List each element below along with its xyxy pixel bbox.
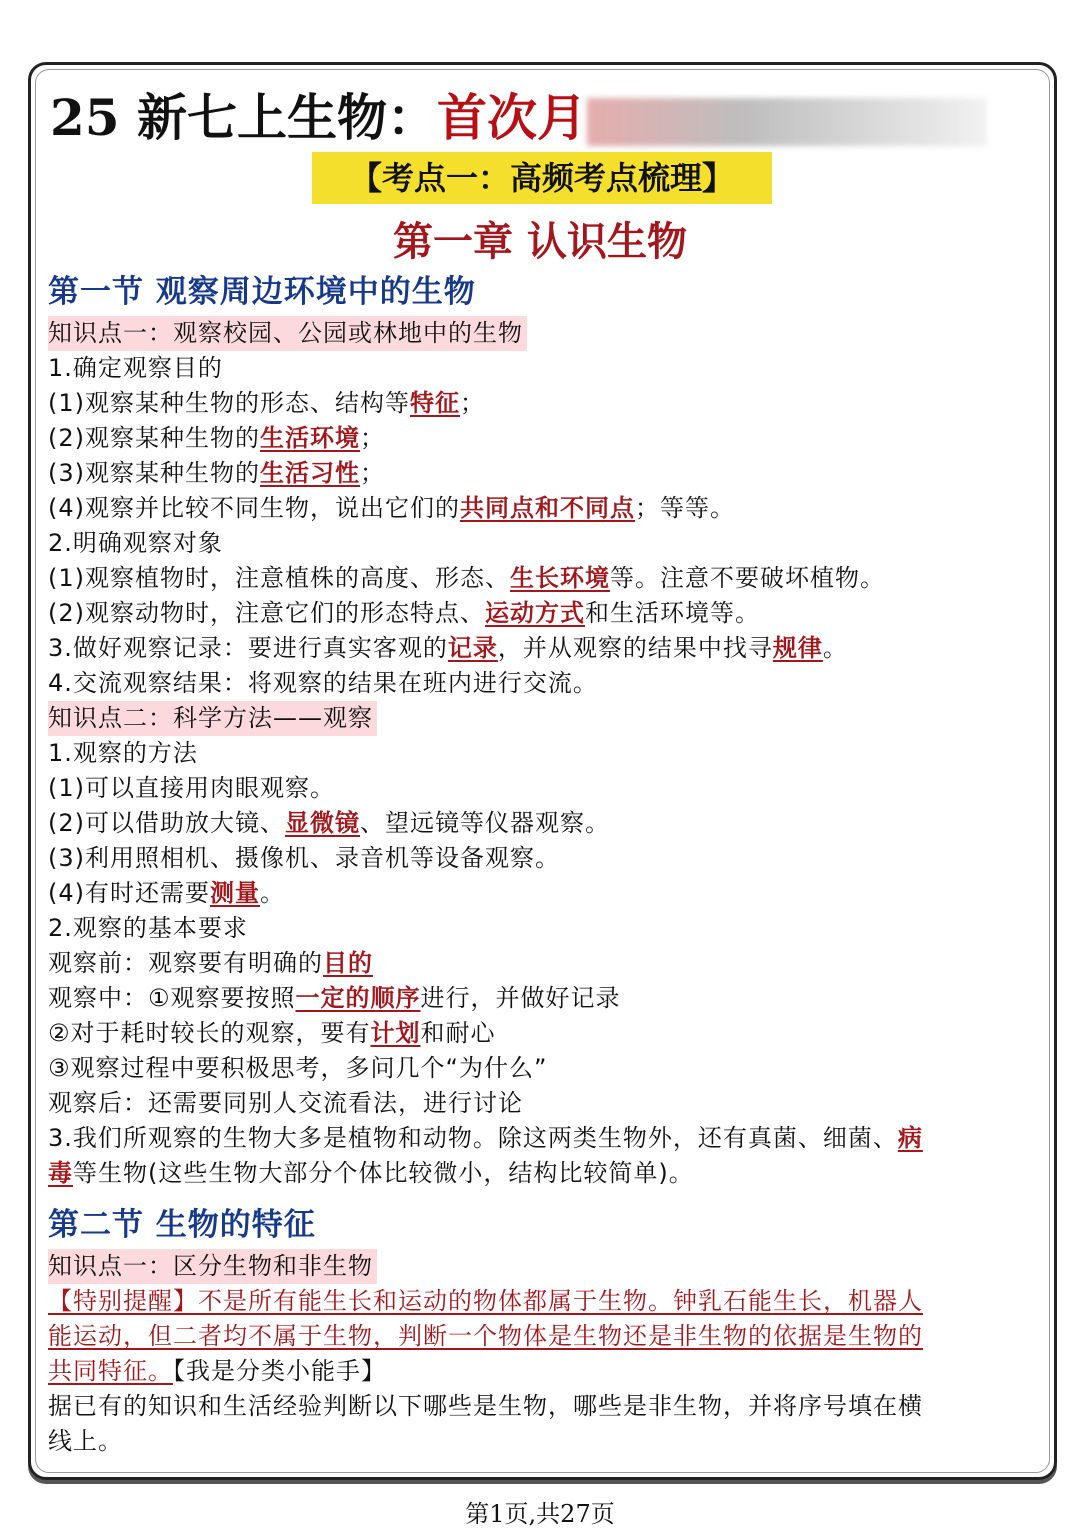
- key-term: 生活环境: [260, 424, 360, 452]
- text-segment: 4.交流观察结果：将观察的结果在班内进行交流。: [48, 669, 598, 697]
- text-segment: 观察中：①观察要按照: [48, 984, 296, 1012]
- text-line: [48, 1016, 1038, 1051]
- text-segment: ；: [360, 459, 385, 487]
- reminder-text: 【特别提醒】不是所有能生长和运动的物体都属于生物。钟乳石能生长，机器人: [48, 1287, 923, 1315]
- key-term: 目的: [323, 949, 373, 977]
- text-line: [48, 1086, 1038, 1121]
- text-line: [48, 1121, 1038, 1156]
- key-term: 规律: [772, 634, 823, 662]
- text-line: [48, 316, 1038, 351]
- text-line: [48, 701, 1038, 736]
- document-title: [50, 78, 987, 150]
- section-heading: 第二节 生物的特征: [48, 1207, 316, 1243]
- text-segment: 1.观察的方法: [48, 739, 198, 767]
- text-segment: 3.我们所观察的生物大多是植物和动物。除这两类生物外，还有真菌、细菌、: [48, 1124, 898, 1152]
- text-segment: (4)观察并比较不同生物，说出它们的: [48, 494, 460, 522]
- key-term: 生活习性: [260, 459, 360, 487]
- text-segment: 据已有的知识和生活经验判断以下哪些是生物，哪些是非生物，并将序号填在横: [48, 1392, 923, 1420]
- text-line: [48, 1424, 1038, 1459]
- key-term: 运动方式: [485, 599, 585, 627]
- key-term: 记录: [447, 634, 498, 662]
- text-segment: (3)利用照相机、摄像机、录音机等设备观察。: [48, 844, 560, 872]
- text-line: [48, 771, 1038, 806]
- title-red: 首次月: [437, 88, 587, 147]
- content-body: [48, 268, 1038, 1459]
- text-line: [48, 666, 1038, 701]
- text-line: [48, 946, 1038, 981]
- key-term: 共同点和不同点: [460, 494, 635, 522]
- text-line: [48, 351, 1038, 386]
- text-line: [48, 561, 1038, 596]
- text-segment: ③观察过程中要积极思考，多问几个“为什么”: [48, 1054, 548, 1082]
- text-segment: (1)观察某种生物的形态、结构等: [48, 389, 410, 417]
- text-segment: (1)观察植物时，注意植株的高度、形态、: [48, 564, 510, 592]
- text-segment: (2)观察动物时，注意它们的形态特点、: [48, 599, 485, 627]
- text-line: [48, 911, 1038, 946]
- text-line: [48, 1389, 1038, 1424]
- text-segment: ②对于耗时较长的观察，要有: [48, 1019, 371, 1047]
- key-term: 生长环境: [510, 564, 610, 592]
- key-term: 计划: [370, 1019, 421, 1047]
- key-term: 病: [897, 1124, 923, 1152]
- text-line: [48, 631, 1038, 666]
- text-line: [48, 456, 1038, 491]
- text-segment: (2)可以借助放大镜、: [48, 809, 285, 837]
- page-number: 第1页,共27页: [465, 1500, 615, 1528]
- text-line: [48, 491, 1038, 526]
- text-segment: (1)可以直接用肉眼观察。: [48, 774, 335, 802]
- text-segment: 2.明确观察对象: [48, 529, 223, 557]
- blurred-title-region: [587, 98, 987, 146]
- text-segment: 、望远镜等仪器观察。: [360, 809, 610, 837]
- text-segment: 观察后：还需要同别人交流看法，进行讨论: [48, 1089, 523, 1117]
- text-line: [48, 841, 1038, 876]
- banner-heading: 【考点一：高频考点梳理】: [312, 152, 772, 204]
- text-line: [48, 1156, 1038, 1191]
- key-term: 一定的顺序: [295, 984, 421, 1012]
- title-black: 25 新七上生物：: [50, 88, 437, 147]
- text-segment: 和生活环境等。: [585, 599, 760, 627]
- text-line: [48, 596, 1038, 631]
- text-segment: (3)观察某种生物的: [48, 459, 260, 487]
- knowledge-point-label: 知识点一：观察校园、公园或林地中的生物: [48, 316, 527, 351]
- text-segment: 3.做好观察记录：要进行真实客观的: [48, 634, 448, 662]
- key-term: 毒: [48, 1159, 73, 1187]
- text-segment: 进行，并做好记录: [420, 984, 621, 1012]
- text-segment: 。: [822, 634, 848, 662]
- text-line: [48, 1284, 1038, 1319]
- reminder-text: 共同特征。: [48, 1357, 173, 1385]
- text-line: [48, 876, 1038, 911]
- text-line: [48, 1249, 1038, 1284]
- text-line: [48, 1051, 1038, 1086]
- text-segment: 【我是分类小能手】: [173, 1357, 386, 1385]
- text-line: [48, 1354, 1038, 1389]
- text-segment: 等。注意不要破坏植物。: [610, 564, 885, 592]
- text-segment: ；: [460, 389, 485, 417]
- text-line: [48, 386, 1038, 421]
- text-segment: 等生物(这些生物大部分个体比较微小，结构比较简单)。: [73, 1159, 694, 1187]
- knowledge-point-label: 知识点一：区分生物和非生物: [48, 1249, 377, 1284]
- reminder-text: 能运动，但二者均不属于生物，判断一个物体是生物还是非生物的依据是生物的: [48, 1322, 923, 1350]
- text-segment: 线上。: [48, 1427, 123, 1455]
- text-line: [48, 526, 1038, 561]
- text-line: [48, 421, 1038, 456]
- text-line: [48, 1319, 1038, 1354]
- text-line: [48, 981, 1038, 1016]
- text-segment: (2)观察某种生物的: [48, 424, 260, 452]
- text-segment: 1.确定观察目的: [48, 354, 223, 382]
- key-term: 显微镜: [285, 809, 360, 837]
- text-segment: 。: [260, 879, 285, 907]
- knowledge-point-label: 知识点二：科学方法——观察: [48, 701, 377, 736]
- text-segment: ；等等。: [635, 494, 735, 522]
- text-segment: 2.观察的基本要求: [48, 914, 248, 942]
- section-heading: 第一节 观察周边环境中的生物: [48, 274, 476, 310]
- text-segment: (4)有时还需要: [48, 879, 210, 907]
- text-line: [48, 806, 1038, 841]
- chapter-heading: 第一章 认识生物: [393, 219, 687, 265]
- key-term: 特征: [410, 389, 460, 417]
- text-segment: 观察前：观察要有明确的: [48, 949, 323, 977]
- text-segment: 和耐心: [420, 1019, 496, 1047]
- text-segment: ，并从观察的结果中找寻: [497, 634, 773, 662]
- text-segment: ；: [360, 424, 385, 452]
- key-term: 测量: [210, 879, 260, 907]
- text-line: [48, 736, 1038, 771]
